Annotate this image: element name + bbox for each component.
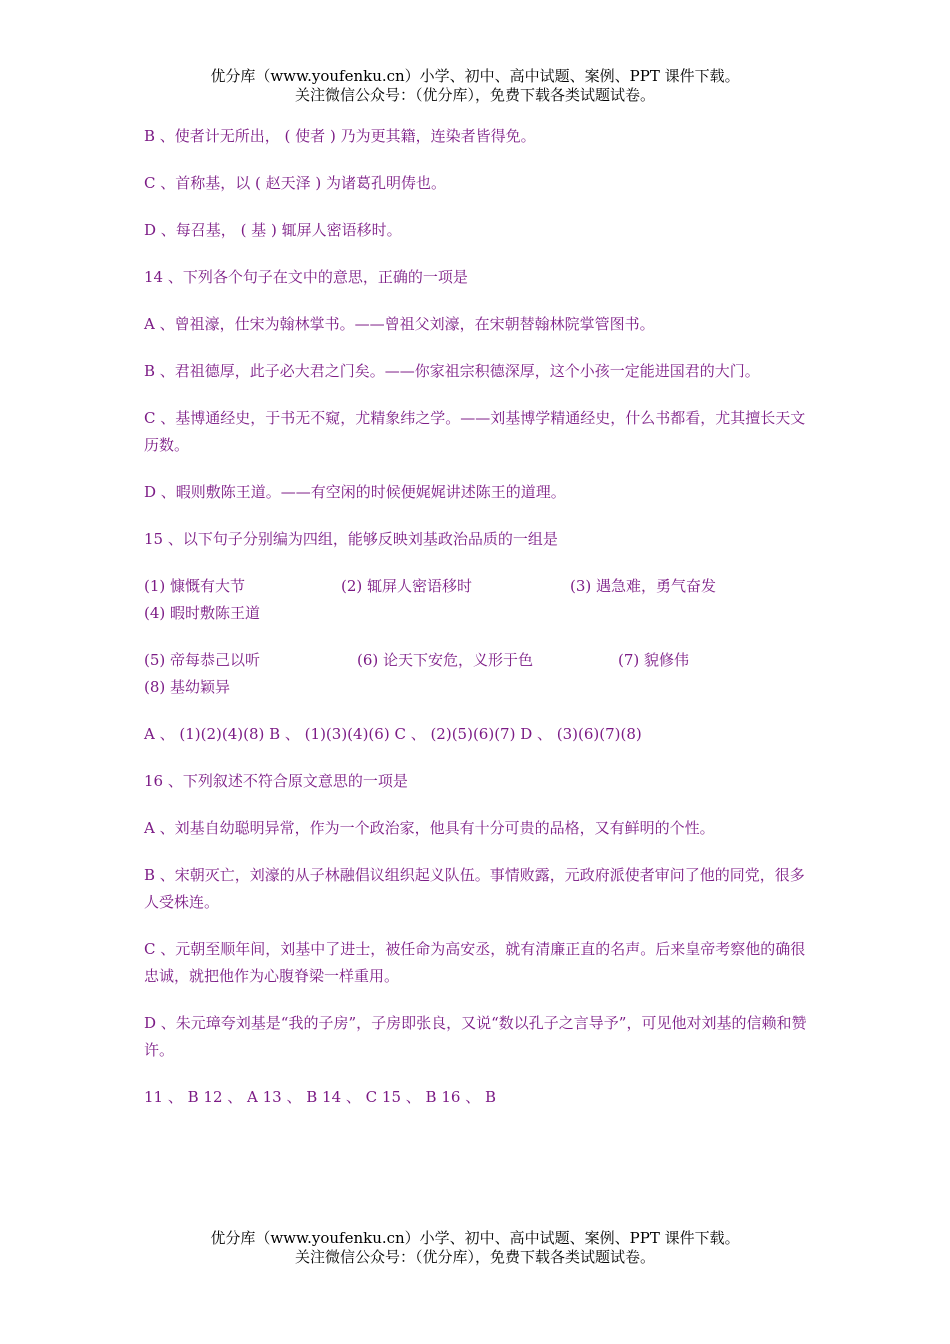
q16-option-b: B 、宋朝灭亡，刘濠的从子林融倡议组织起义队伍。事情败露，元政府派使者审问了他的同党，很多人受株连。 bbox=[144, 866, 805, 911]
q15-item: (4) 暇时敷陈王道 bbox=[144, 604, 261, 622]
footer-line-2: 关注微信公众号：（优分库），免费下载各类试题试卷。 bbox=[294, 1248, 655, 1266]
q15-items-group-2 bbox=[144, 647, 816, 701]
q15-items-row bbox=[144, 573, 816, 600]
q13-option-d: D 、每召基， ( 基 ) 辄屏人密语移时。 bbox=[144, 221, 402, 239]
page-footer bbox=[0, 1229, 950, 1267]
q15-items-row bbox=[144, 674, 816, 701]
q13-option-c: C 、首称基，以 ( 赵天泽 ) 为诸葛孔明俦也。 bbox=[144, 174, 447, 192]
q15-item: (5) 帝每恭己以听 bbox=[144, 651, 261, 669]
q13-option-b: B 、使者计无所出， ( 使者 ) 乃为更其籍，连染者皆得免。 bbox=[144, 127, 536, 145]
q15-items-group-1 bbox=[144, 573, 816, 627]
q15-options: A 、 (1)(2)(4)(8) B 、 (1)(3)(4)(6) C 、 (2)(5)(6)(7) D 、 (3)(6)(7)(8) bbox=[144, 725, 642, 743]
document-body bbox=[144, 123, 816, 1131]
footer-line-1: 优分库（www.youfenku.cn）小学、初中、高中试题、案例、PPT 课件下载。 bbox=[210, 1229, 740, 1247]
q15-item: (1) 慷慨有大节 bbox=[144, 577, 246, 595]
q15-stem: 15 、以下句子分别编为四组，能够反映刘基政治品质的一组是 bbox=[144, 530, 558, 548]
q16-option-c: C 、元朝至顺年间，刘基中了进士，被任命为高安丞，就有清廉正直的名声。后来皇帝考察他的确很忠诚，就把他作为心腹脊梁一样重用。 bbox=[144, 940, 806, 985]
q15-item: (6) 论天下安危，义形于色 bbox=[357, 651, 534, 669]
q15-item: (8) 基幼颖异 bbox=[144, 678, 231, 696]
q14-stem: 14 、下列各个句子在文中的意思，正确的一项是 bbox=[144, 268, 468, 286]
q15-item: (7) 貌修伟 bbox=[618, 651, 690, 669]
q15-item: (3) 遇急难，勇气奋发 bbox=[570, 577, 717, 595]
page-header bbox=[0, 67, 950, 105]
q15-item: (2) 辄屏人密语移时 bbox=[341, 577, 473, 595]
q16-option-d: D 、朱元璋夸刘基是“我的子房”，子房即张良，又说“数以孔子之言导予”，可见他对刘基的信赖和赞许。 bbox=[144, 1014, 807, 1059]
q16-stem: 16 、下列叙述不符合原文意思的一项是 bbox=[144, 772, 408, 790]
q16-option-a: A 、刘基自幼聪明异常，作为一个政治家，他具有十分可贵的品格，又有鲜明的个性。 bbox=[144, 819, 715, 837]
q14-option-d: D 、暇则敷陈王道。——有空闲的时候便娓娓讲述陈王的道理。 bbox=[144, 483, 566, 501]
q14-option-c: C 、基博通经史，于书无不窥，尤精象纬之学。——刘基博学精通经史，什么书都看，尤其擅长天文历数。 bbox=[144, 409, 806, 454]
q15-items-row bbox=[144, 600, 816, 627]
q15-items-row bbox=[144, 647, 816, 674]
q14-option-b: B 、君祖德厚，此子必大君之门矣。——你家祖宗积德深厚，这个小孩一定能进国君的大门。 bbox=[144, 362, 760, 380]
answer-key: 11 、 B 12 、 A 13 、 B 14 、 C 15 、 B 16 、 B bbox=[144, 1088, 496, 1106]
header-line-1: 优分库（www.youfenku.cn）小学、初中、高中试题、案例、PPT 课件下载。 bbox=[210, 67, 740, 85]
q14-option-a: A 、曾祖濠，仕宋为翰林掌书。——曾祖父刘濠，在宋朝替翰林院掌管图书。 bbox=[144, 315, 655, 333]
header-line-2: 关注微信公众号：（优分库），免费下载各类试题试卷。 bbox=[294, 86, 655, 104]
